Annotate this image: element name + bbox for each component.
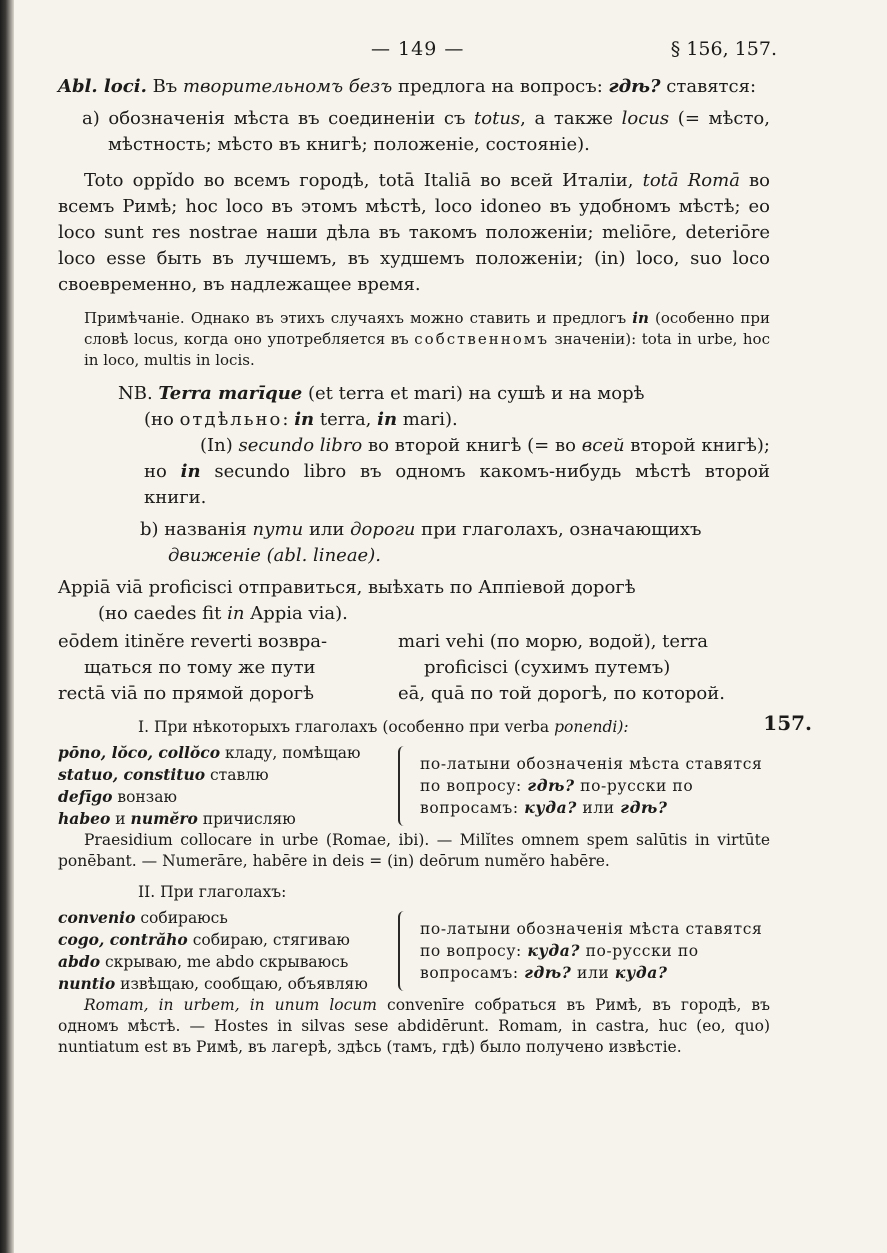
verb-entry: convenio собираюсь — [58, 908, 228, 927]
left-column — [58, 629, 398, 707]
right-line: mari vehi (по морю, водой), terra — [398, 631, 709, 652]
page-number: — 149 — — [371, 38, 465, 60]
verb-entry: cogo, contrăho собираю, стягиваю — [58, 930, 350, 949]
page-header — [0, 38, 887, 64]
verb-entry: habeo и numĕro причисляю — [58, 809, 296, 828]
left-line: щаться по тому же пути — [84, 657, 316, 678]
right-column — [398, 629, 770, 707]
bracket — [398, 911, 412, 991]
right-line: proficisci (сухимъ путемъ) — [424, 657, 671, 678]
intro-paragraph: Abl. loci. Въ творительномъ безъ предлога на вопросъ: гдѣ? ставятся: — [58, 76, 757, 97]
verb-entry: nuntio извѣщаю, сообщаю, объявляю — [58, 974, 368, 993]
left-line: rectā viā по прямой дорогѣ — [58, 683, 314, 704]
page-body — [58, 74, 812, 1058]
side-section-number: 157. — [763, 711, 812, 735]
verb-entry: abdo скрываю, me abdo скрываюсь — [58, 952, 349, 971]
item-b: b) названія пути или дороги при глаголахъ, означающихъ движеніе (abl. lineae). — [140, 519, 702, 566]
verb-entry: defīgo вонзаю — [58, 787, 177, 806]
section-two-heading: II. При глаголахъ: — [138, 883, 287, 901]
verb-entry: pōno, lŏco, collŏco кладу, помѣщаю — [58, 743, 361, 762]
verb-list — [58, 742, 398, 830]
bracket — [398, 746, 412, 826]
note-label: Примѣчаніе. — [84, 309, 185, 327]
rule-text: по-латыни обозначенія мѣста ставятся по вопросу: гдѣ? по-русски по вопросамъ: куда? или гдѣ? — [420, 754, 763, 817]
section-reference: § 156, 157. — [670, 38, 777, 60]
appia-paragraph: Appiā viā proficisci отправиться, выѣхать по Аппіевой дорогѣ (но caedes fit in Appia via). — [58, 577, 636, 624]
book-spine-shadow — [0, 0, 14, 1253]
rule-text: по-латыни обозначенія мѣста ставятся по вопросу: куда? по-русски по вопросамъ: гдѣ? или куда? — [420, 919, 763, 982]
right-line: eā, quā по той дорогѣ, по которой. — [398, 683, 725, 704]
section-two-block — [58, 907, 770, 995]
section-one-heading: I. При нѣкоторыхъ глаголахъ (особенно при verba ponendi): 157. — [138, 711, 812, 736]
nb-label: NB. — [118, 383, 159, 404]
term-heading: Abl. loci. — [58, 76, 147, 97]
examples-a: Toto oppĭdo во всемъ городѣ, totā Italiā во всей Италіи, totā Romā во всемъ Римѣ; hoc loco въ этомъ мѣстѣ, loco idoneo въ удобномъ мѣстѣ; eo loco sunt res nostrae наши дѣла въ такомъ положеніи; meliōre, deteriōre loco esse быть въ лучшемъ, въ худшемъ положеніи; (in) loco, suo loco своевременно, въ надлежащее время. — [58, 170, 770, 295]
item-a: a) обозначенія мѣста въ соединеніи съ totus, а также locus (= мѣсто, мѣстность; мѣсто въ книгѣ; положеніе, состояніе). — [82, 108, 770, 155]
left-line: eōdem itinĕre reverti возвра- — [58, 631, 328, 652]
verb-list — [58, 907, 398, 995]
section-one-block — [58, 742, 770, 830]
note-paragraph: Примѣчаніе. Однако въ этихъ случаяхъ можно ставить и предлогъ in (особенно при словѣ locus, когда оно употребляется въ собственномъ значеніи): tota in urbe, hoc in loco, multis in locis. — [84, 309, 770, 369]
nb-paragraph: NB. Terra marīque (et terra et mari) на сушѣ и на морѣ (но отдѣльно: in terra, in mari). — [118, 383, 645, 430]
section-one-examples: Praesidium collocare in urbe (Romae, ibi). — Milĭtes omnem spem salūtis in virtūte ponēbant. — Numerāre, habēre in deis = (in) deōrum numĕro habēre. — [58, 831, 770, 870]
verb-entry: statuo, constituo ставлю — [58, 765, 269, 784]
two-column-examples — [58, 629, 770, 707]
section-two-examples: Romam, in urbem, in unum locum convenīre собраться въ Римѣ, въ городѣ, въ одномъ мѣстѣ. — Hostes in silvas sese abdidērunt. Romam, in castra, huc (eo, quo) nuntiatum est въ Римѣ, въ лагерѣ, здѣсь (тамъ, гдѣ) было получено извѣстіе. — [58, 996, 770, 1056]
secundo-paragraph: (In) secundo libro во второй книгѣ (= во всей второй книгѣ); но in secundo libro въ одномъ какомъ-нибудь мѣстѣ второй книги. — [144, 435, 771, 508]
